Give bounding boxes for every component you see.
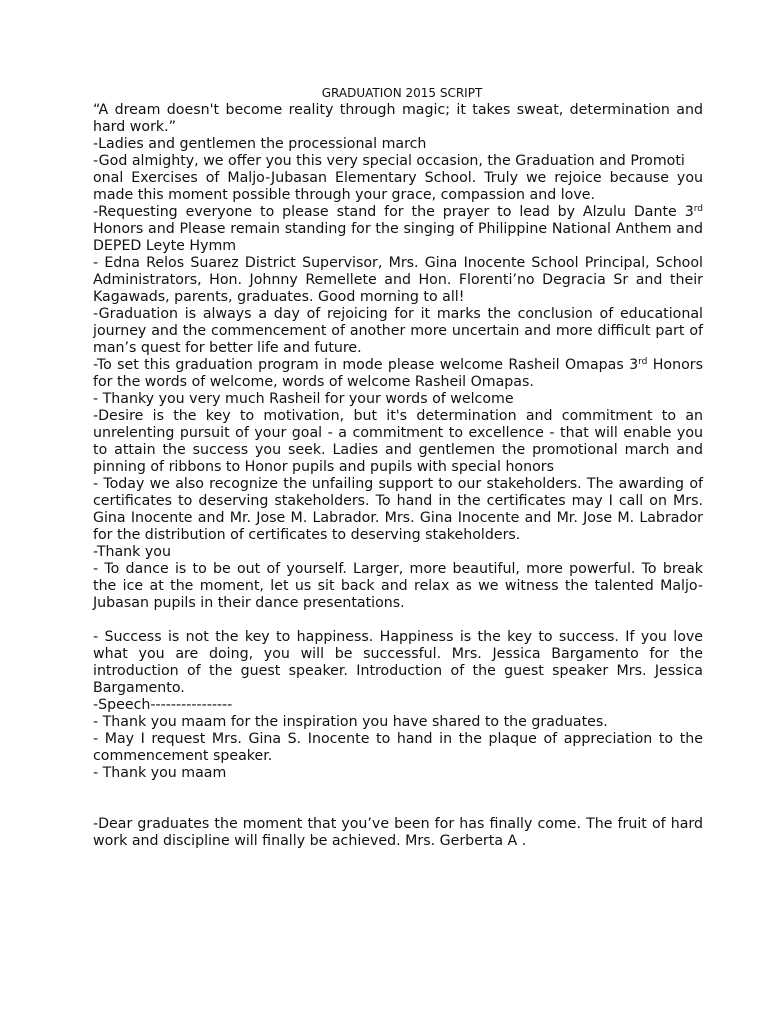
- paragraph-greetings: - Edna Relos Suarez District Supervisor, Mrs. Gina Inocente School Principal, School Administrators, Hon. Johnny Remellete and Hon. Florenti’no Degracia Sr and their Kagawads, parents, graduates. Good morning to all!: [93, 255, 703, 305]
- blank-lines: [93, 782, 703, 816]
- paragraph-dear-graduates: -Dear graduates the moment that you’ve been for has finally come. The fruit of hard work and discipline will finally be achieved. Mrs. Gerberta A .: [93, 816, 703, 849]
- paragraph-success: - Success is not the key to happiness. Happiness is the key to success. If you love what you are doing, you will be successful. Mrs. Jessica Bargamento for the introduction of the guest speaker. Introduction of the guest speaker Mrs. Jessica Bargamento.: [93, 629, 703, 696]
- paragraph-desire: -Desire is the key to motivation, but it's determination and commitment to an unrelenting pursuit of your goal - a commitment to excellence - that will enable you to attain the success you seek. Ladies and gentlemen the promotional march and pinning of ribbons to Honor pupils and pupils with special honors: [93, 408, 703, 475]
- paragraph-anthem: [93, 204, 703, 255]
- paragraph-processional: -Ladies and gentlemen the processional march: [93, 136, 427, 152]
- paragraph-stakeholders: - Today we also recognize the unfailing support to our stakeholders. The awarding of certificates to deserving stakeholders. To hand in the certificates may I call on Mrs. Gina Inocente and Mr. Jose M. Labrador. Mrs. Gina Inocente and Mr. Jose M. Labrador for the distribution of certificates to deserving stakeholders.: [93, 476, 703, 543]
- document-body: [93, 102, 703, 850]
- paragraph-dance: - To dance is to be out of yourself. Larger, more beautiful, more powerful. To break the ice at the moment, let us sit back and relax as we witness the talented Maljo-Jubasan pupils in their dance presentations.: [93, 561, 703, 611]
- blank-line: [93, 612, 703, 629]
- paragraph-welcome-text-b: Honors for the words of welcome, words of welcome Rasheil Omapas.: [93, 357, 703, 390]
- paragraph-thanks-rasheil: - Thanky you very much Rasheil for your words of welcome: [93, 391, 514, 407]
- paragraph-thank-you: -Thank you: [93, 544, 171, 560]
- paragraph-plaque: - May I request Mrs. Gina S. Inocente to hand in the plaque of appreciation to the commencement speaker.: [93, 731, 703, 764]
- paragraph-quote: “A dream doesn't become reality through magic; it takes sweat, determination and hard work.”: [93, 102, 703, 135]
- paragraph-prayer-intro: -God almighty, we offer you this very special occasion, the Graduation and Promoti: [93, 153, 685, 169]
- paragraph-welcome: [93, 357, 703, 391]
- paragraph-rejoicing: -Graduation is always a day of rejoicing for it marks the conclusion of educational journey and the commencement of another more uncertain and more difficult part of man’s quest for better life and future.: [93, 306, 703, 356]
- paragraph-welcome-text-a: -To set this graduation program in mode please welcome Rasheil Omapas 3: [93, 357, 639, 373]
- paragraph-anthem-text-a: -Requesting everyone to please stand for the prayer to lead by Alzulu Dante 3: [93, 204, 694, 220]
- paragraph-thank-maam: - Thank you maam: [93, 765, 227, 781]
- paragraph-prayer-body: onal Exercises of Maljo-Jubasan Elementary School. Truly we rejoice because you made this moment possible through your grace, compassion and love.: [93, 170, 703, 203]
- paragraph-anthem-text-b: Honors and Please remain standing for the singing of Philippine National Anthem and DEPED Leyte Hymm: [93, 221, 703, 254]
- ordinal-superscript: rd: [638, 357, 648, 367]
- document-title: GRADUATION 2015 SCRIPT: [321, 86, 483, 100]
- paragraph-thank-maam-inspiration: - Thank you maam for the inspiration you have shared to the graduates.: [93, 714, 608, 730]
- ordinal-superscript: rd: [693, 204, 703, 214]
- paragraph-speech: -Speech----------------: [93, 697, 233, 713]
